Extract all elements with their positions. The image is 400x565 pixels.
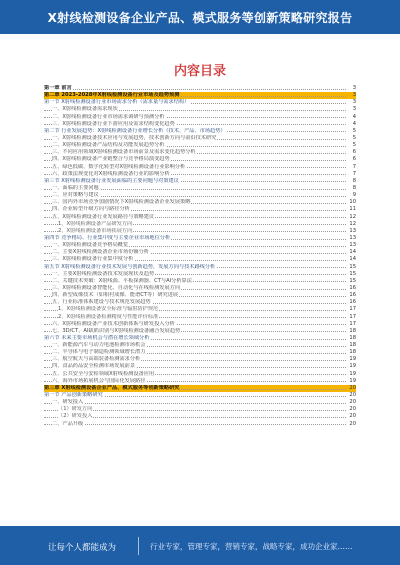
- report-header: [0, 0, 400, 34]
- toc-entry-title: 一、主要X射线检测设备技术发展现状及趋势: [52, 270, 155, 277]
- toc-entry[interactable]: [44, 285, 356, 292]
- toc-entry-title: 四、新型成像技术（如相衬成像、能谱CT等）研究进展: [52, 292, 179, 299]
- toc-entry-title: 二、关键技术突破：X射线源、平板探测器、CT与AI分析算法: [52, 277, 192, 284]
- toc-entry[interactable]: [44, 256, 356, 263]
- toc-entry-title: 三、不同应用领域X射线检测设备市场前景及需求变化趋势分析: [52, 149, 196, 156]
- toc-entry-page: 20: [346, 406, 356, 413]
- toc-entry[interactable]: [44, 114, 356, 121]
- toc-entry[interactable]: [44, 406, 356, 413]
- toc-entry[interactable]: [44, 85, 356, 92]
- toc-entry-page: 20: [346, 385, 356, 392]
- toc-entry[interactable]: [44, 385, 356, 392]
- toc-entry-title: （1）研发方向: [58, 406, 93, 413]
- toc-entry[interactable]: [44, 128, 356, 135]
- toc-entry-page: 3: [346, 85, 356, 92]
- toc-entry[interactable]: [44, 249, 356, 256]
- toc-entry-page: 3: [346, 92, 356, 99]
- toc-entry-page: 13: [346, 242, 356, 249]
- footer-divider: [138, 537, 139, 555]
- toc-entry[interactable]: [44, 299, 356, 306]
- toc-entry[interactable]: [44, 206, 356, 213]
- toc-entry-page: 16: [346, 299, 356, 306]
- toc-entry[interactable]: [44, 335, 356, 342]
- toc-leader-dots: [44, 89, 346, 90]
- table-of-contents: [44, 85, 356, 428]
- toc-entry-page: 11: [346, 206, 356, 213]
- toc-entry[interactable]: [44, 413, 356, 420]
- toc-entry-page: 4: [346, 121, 356, 128]
- toc-entry[interactable]: [44, 306, 356, 313]
- toc-entry[interactable]: [44, 314, 356, 321]
- toc-entry-title: 四、X射线检测设备产业链整合与竞争格局演变趋势: [52, 156, 170, 163]
- toc-entry[interactable]: [44, 121, 356, 128]
- toc-entry-page: 5: [346, 135, 356, 142]
- toc-entry-page: 3: [346, 106, 356, 113]
- toc-entry-page: 15: [346, 271, 356, 278]
- toc-entry-page: 16: [346, 285, 356, 292]
- toc-entry-title: 二、产品升级: [52, 420, 84, 427]
- toc-entry[interactable]: [44, 192, 356, 199]
- toc-entry[interactable]: [44, 392, 356, 399]
- toc-entry-title: 第五节 X射线检测设备行业技术发展与创新趋势，发展方向与技术路线分析: [44, 263, 216, 270]
- toc-entry-title: 一、研发投入: [52, 399, 84, 406]
- toc-entry-page: 15: [346, 278, 356, 285]
- toc-entry-title: 二、X射线检测设备行业市场需求调研与预测分析: [52, 113, 165, 120]
- toc-leader-dots: [44, 403, 346, 404]
- toc-entry[interactable]: [44, 271, 356, 278]
- toc-entry[interactable]: [44, 156, 356, 163]
- toc-entry-title: 五、X射线检测设备行业发展路径与策略建议: [52, 213, 155, 220]
- toc-entry[interactable]: [44, 328, 356, 335]
- toc-entry[interactable]: [44, 292, 356, 299]
- toc-entry-title: 一、面临的主要问题: [52, 184, 99, 191]
- toc-entry-title: 2、X射线检测设备市场拓展方向: [58, 227, 133, 234]
- toc-entry-page: 17: [346, 314, 356, 321]
- toc-entry-title: 六、海外市场拓展机会与国际化发展路径: [52, 377, 146, 384]
- toc-entry[interactable]: [44, 135, 356, 142]
- toc-entry-page: 19: [346, 363, 356, 370]
- toc-entry-page: 13: [346, 235, 356, 242]
- toc-entry-title: 1、X射线检测设备产品研发方向: [58, 220, 133, 227]
- toc-entry-page: 18: [346, 342, 356, 349]
- toc-entry[interactable]: [44, 349, 356, 356]
- toc-entry-title: 一、X射线检测设备需求现状: [52, 106, 118, 113]
- toc-entry-page: 19: [346, 378, 356, 385]
- toc-entry-page: 12: [346, 214, 356, 221]
- toc-entry[interactable]: [44, 356, 356, 363]
- toc-entry-title: 三、航空航天与高端装备检测需求分析: [52, 356, 141, 363]
- toc-entry-page: 19: [346, 356, 356, 363]
- toc-entry[interactable]: [44, 363, 356, 370]
- toc-entry[interactable]: [44, 164, 356, 171]
- toc-entry-page: 12: [346, 221, 356, 228]
- toc-entry[interactable]: [44, 242, 356, 249]
- toc-entry-title: 三、国内外市场竞争加剧情况下X射线检测设备企业发展策略: [52, 199, 191, 206]
- toc-entry[interactable]: [44, 399, 356, 406]
- toc-entry-title: 2、X射线检测设备检测精度与性能评价标准: [58, 313, 159, 320]
- toc-entry[interactable]: [44, 149, 356, 156]
- toc-entry[interactable]: [44, 321, 356, 328]
- toc-entry-title: 六、政策法规变化对X射线检测设备行业的影响分析: [52, 170, 170, 177]
- toc-entry[interactable]: [44, 221, 356, 228]
- toc-entry-title: 三、X射线检测设备行业集中度分析: [52, 256, 134, 263]
- toc-entry-page: 20: [346, 392, 356, 399]
- toc-entry[interactable]: [44, 235, 356, 242]
- toc-entry[interactable]: [44, 199, 356, 206]
- toc-entry-title: 一、X射线检测设备竞争格局概览: [52, 242, 129, 249]
- toc-entry[interactable]: [44, 99, 356, 106]
- toc-entry[interactable]: [44, 228, 356, 235]
- toc-entry-page: 8: [346, 185, 356, 192]
- footer-tagline: 行业专家，管理专家，营销专家，战略专家，成功企业家……: [150, 542, 353, 551]
- toc-entry-page: 4: [346, 114, 356, 121]
- toc-entry-page: 5: [346, 142, 356, 149]
- toc-entry-title: 第一节 产品创新策略研究: [44, 392, 103, 399]
- toc-entry[interactable]: [44, 342, 356, 349]
- toc-entry-title: 第四节 竞争格局、行业集中度与主要企业市场地位分析: [44, 234, 171, 241]
- toc-entry-title: 第二节 行业发展趋势：X射线检测设备行业增长分析（技术、产品、市场趋势）: [44, 127, 226, 134]
- toc-entry-title: 三、X射线检测设备智能化、自动化与在线检测发展方向: [52, 284, 181, 291]
- toc-entry[interactable]: [44, 214, 356, 221]
- toc-entry[interactable]: [44, 378, 356, 385]
- toc-entry-page: 7: [346, 164, 356, 171]
- toc-entry-title: 五、公共安全与安检领域X射线检测设备应用: [52, 370, 155, 377]
- toc-entry-page: 3: [346, 99, 356, 106]
- toc-entry[interactable]: [44, 142, 356, 149]
- toc-entry-title: 五、行业标准体系建设与技术规范发展趋势: [52, 299, 151, 306]
- toc-entry-title: 七、3D/CT、AI缺陷识别与X射线检测设备融合发展趋势: [52, 327, 181, 334]
- toc-entry-title: 第二章 2023-2028年X射线检测设备行业市场及趋势预测: [44, 92, 180, 99]
- toc-entry-page: 10: [346, 199, 356, 206]
- toc-entry-page: 5: [346, 128, 356, 135]
- footer-slogan: 让每个人都能成为: [48, 543, 117, 553]
- toc-entry-page: 20: [346, 421, 356, 428]
- toc-entry-page: 20: [346, 413, 356, 420]
- toc-entry-page: 18: [346, 349, 356, 356]
- toc-entry-title: 第一章 前言: [44, 85, 72, 91]
- toc-entry-title: 一、X射线检测设备技术应用与发展趋势，技术创新方向与前沿技术研究: [52, 134, 217, 141]
- toc-entry-page: 6: [346, 149, 356, 156]
- toc-entry-page: 18: [346, 328, 356, 335]
- toc-entry[interactable]: [44, 264, 356, 271]
- toc-entry-title: 第三节 X射线检测设备行业发展面临的主要问题与对策建议: [44, 177, 179, 184]
- toc-entry-page: 17: [346, 306, 356, 313]
- toc-leader-dots: [44, 424, 346, 425]
- toc-entry[interactable]: [44, 171, 356, 178]
- toc-entry-page: 16: [346, 292, 356, 299]
- toc-entry-page: 19: [346, 371, 356, 378]
- toc-entry-page: 20: [346, 399, 356, 406]
- toc-entry-title: 一、新能源汽车与动力电池检测市场机会: [52, 342, 146, 349]
- toc-entry[interactable]: [44, 92, 356, 99]
- toc-entry-title: 三、X射线检测设备行业下游应用及需求结构变化趋势: [52, 120, 175, 127]
- toc-entry-title: 四、食品药品安全检测市场发展前景: [52, 363, 136, 370]
- toc-entry-title: （2）研发投入: [58, 413, 93, 420]
- footer-banner: [0, 526, 400, 565]
- toc-entry-title: 二、X射线检测设备产品结构及功能发展趋势分析: [52, 142, 165, 149]
- toc-entry-page: 15: [346, 264, 356, 271]
- toc-entry[interactable]: [44, 421, 356, 428]
- toc-entry-title: 第六节 未来主要市场机会与潜在增长领域分析: [44, 334, 150, 341]
- toc-entry-page: 13: [346, 228, 356, 235]
- toc-entry-title: 六、X射线检测设备产业技术创新体系与研发投入分析: [52, 320, 175, 327]
- toc-entry[interactable]: [44, 178, 356, 185]
- toc-entry-title: 四、企业转型升级方向与路径分析: [52, 206, 130, 213]
- toc-entry-page: 8: [346, 178, 356, 185]
- toc-entry-page: 14: [346, 249, 356, 256]
- toc-entry[interactable]: [44, 371, 356, 378]
- toc-entry-page: 18: [346, 335, 356, 342]
- toc-heading: 内容目录: [173, 64, 226, 79]
- toc-entry-title: 第三章 X射线检测设备企业产品、模式服务等创新策略研究: [44, 384, 180, 391]
- toc-entry-title: 二、应对策略与建议: [52, 192, 99, 199]
- toc-entry-title: 二、主要X射线检测设备企业市场份额分析: [52, 249, 149, 256]
- toc-entry-page: 7: [346, 171, 356, 178]
- toc-entry-page: 17: [346, 321, 356, 328]
- toc-entry-page: 9: [346, 192, 356, 199]
- toc-entry-page: 14: [346, 256, 356, 263]
- toc-entry[interactable]: [44, 106, 356, 113]
- toc-entry[interactable]: [44, 185, 356, 192]
- toc-entry-title: 1、X射线检测设备安全标准与辐射防护规范: [58, 306, 159, 313]
- toc-entry-title: 二、半导体与电子制造检测领域增长潜力: [52, 349, 146, 356]
- toc-entry-title: 第一节 X射线检测设备行业市场需求分析（需求量与需求结构）: [44, 99, 190, 106]
- toc-entry[interactable]: [44, 278, 356, 285]
- toc-entry-page: 6: [346, 156, 356, 163]
- report-title: X射线检测设备企业产品、模式服务等创新策略研究报告: [47, 11, 353, 25]
- toc-entry-title: 五、绿色低碳、数字化转型对X射线检测设备行业影响分析: [52, 163, 186, 170]
